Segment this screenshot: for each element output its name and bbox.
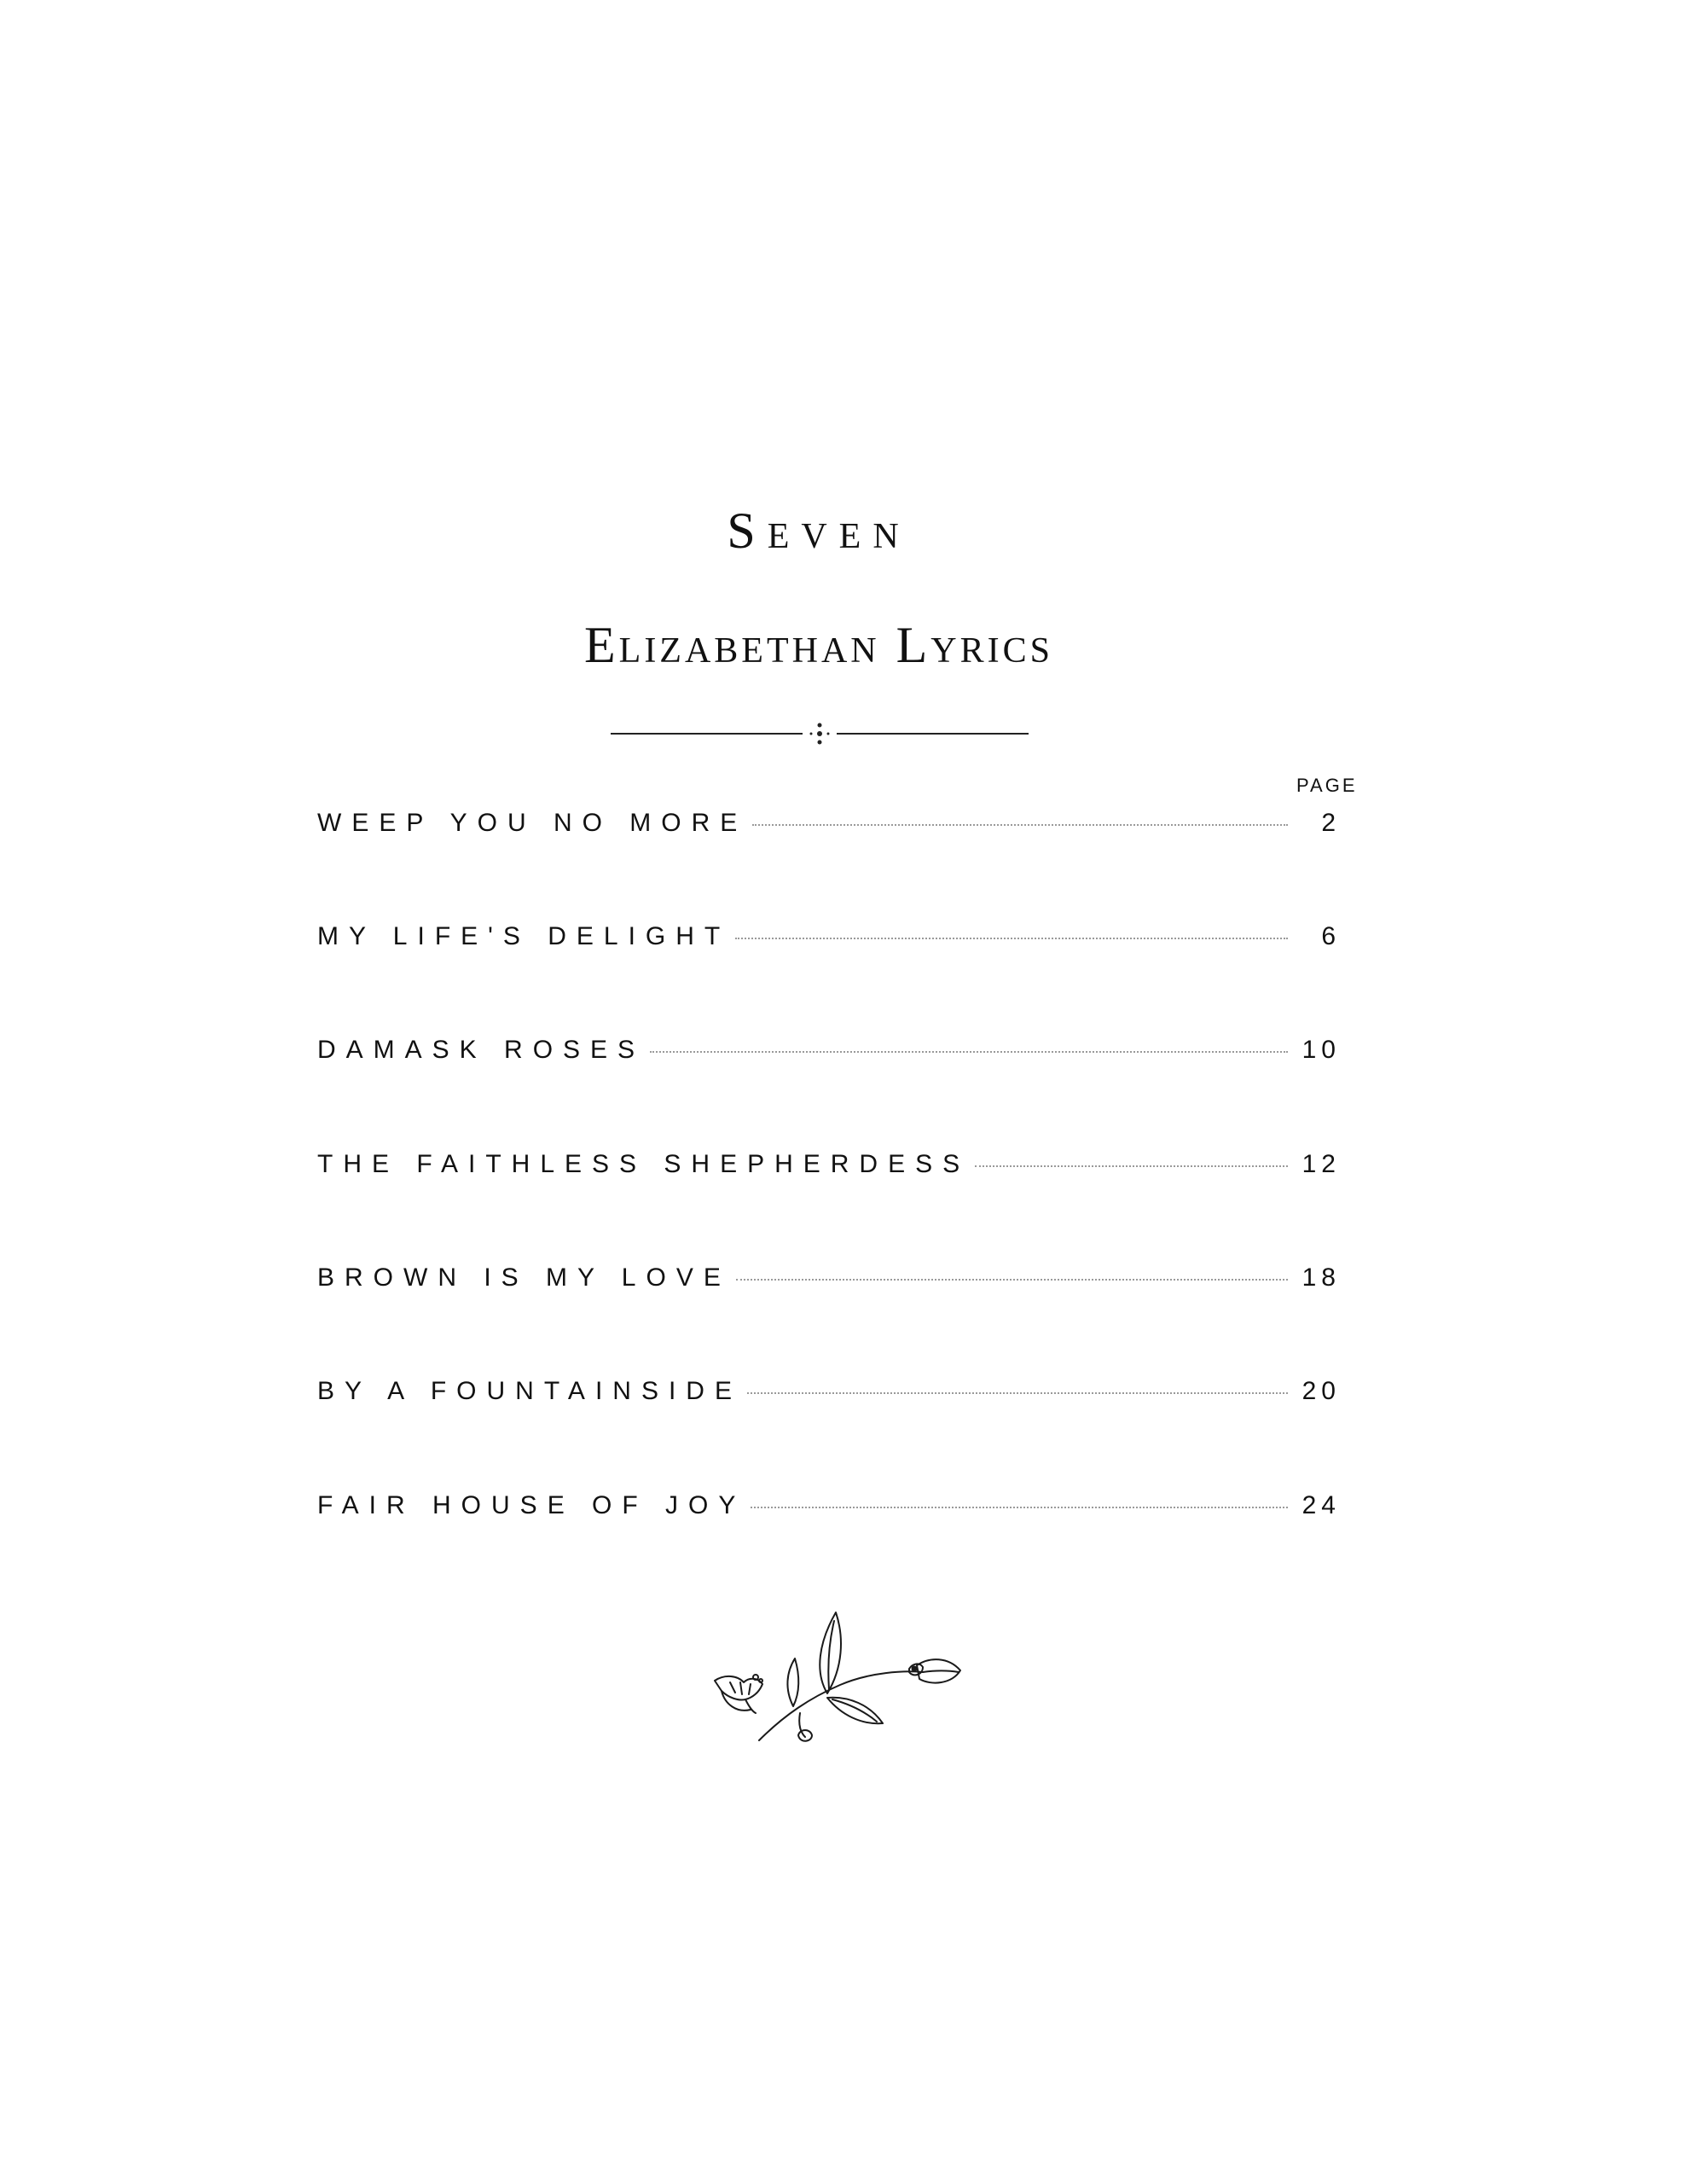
toc-entry-page: 24 [1301,1491,1341,1519]
toc-entry-title: BROWN IS MY LOVE [317,1263,731,1292]
toc-entry-title: THE FAITHLESS SHEPHERDESS [317,1150,971,1178]
dot-leader [747,1391,1288,1394]
dot-leader [650,1050,1288,1053]
toc-entry-page: 12 [1301,1150,1341,1178]
toc-entry-title: MY LIFE'S DELIGHT [317,922,731,950]
toc-entry-title: DAMASK ROSES [317,1036,646,1064]
dot-leader [751,1506,1288,1508]
toc-entry-page: 2 [1321,809,1341,837]
title-line-1: Seven [727,502,911,559]
flower-sprig-icon [699,1604,972,1757]
dot-leader [975,1165,1288,1167]
title-line-2: Elizabethan Lyrics [584,617,1053,673]
toc-entry-page: 6 [1321,922,1341,950]
toc-entry [317,922,1341,965]
dot-leader [735,937,1288,939]
toc-entry [317,1491,1341,1534]
toc-entry [317,1377,1341,1420]
toc-entry-title: BY A FOUNTAINSIDE [317,1377,742,1405]
toc-entry [317,1150,1341,1193]
page-column-label: PAGE [1296,775,1358,796]
dot-leader [736,1278,1288,1281]
toc-entry-title: FAIR HOUSE OF JOY [317,1491,746,1519]
ornamental-rule-icon [611,718,1029,749]
dot-leader [752,823,1288,826]
toc-entry-page: 20 [1301,1377,1341,1405]
toc-entry-page: 10 [1301,1036,1341,1064]
toc-entry [317,809,1341,851]
toc-entry [317,1036,1341,1078]
toc-entry-page: 18 [1301,1263,1341,1292]
toc-entry-title: WEEP YOU NO MORE [317,809,748,837]
toc-entry [317,1263,1341,1306]
